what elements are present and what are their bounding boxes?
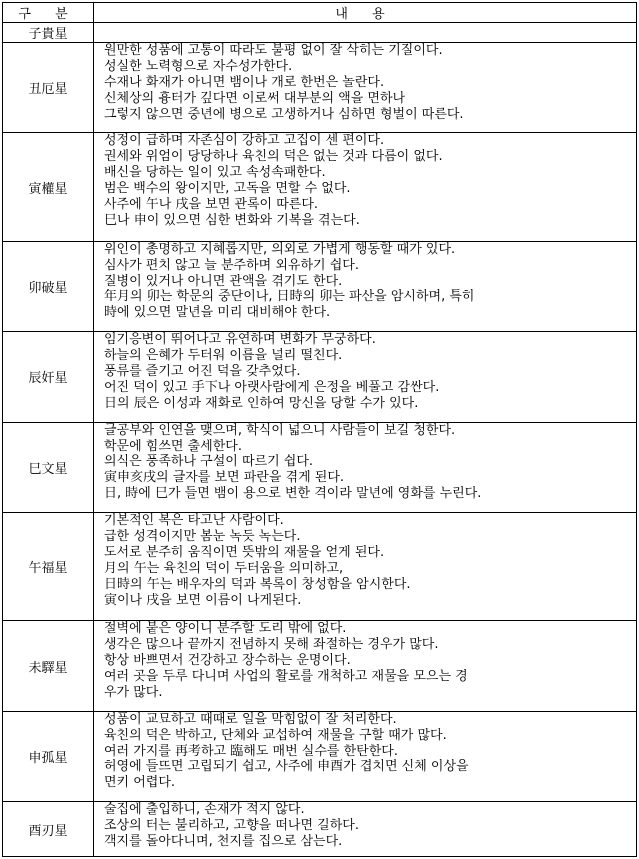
table-row	[3, 513, 637, 621]
description-line: 巳나 申이 있으면 심한 변화와 기복을 겪는다.	[104, 212, 360, 228]
description-line: 時에 있으면 말년을 미리 대비해야 한다.	[104, 305, 331, 321]
table-row	[3, 621, 637, 711]
star-description	[94, 332, 637, 422]
star-description	[94, 241, 637, 331]
description-line: 年月의 卯는 학문의 중단이나, 日時의 卯는 파산을 암시하며, 특히	[104, 289, 475, 305]
star-description	[94, 133, 637, 241]
table-row	[3, 133, 637, 241]
star-description	[94, 621, 637, 711]
description-line: 위인이 총명하고 지혜롭지만, 의외로 가볍게 행동할 때가 있다.	[104, 241, 456, 257]
description-line: 조상의 터는 불리하고, 고향을 떠나면 길하다.	[104, 818, 359, 834]
star-description	[94, 422, 637, 512]
description-line: 사주에 午나 戌을 보면 관록이 따른다.	[104, 197, 319, 212]
table-row	[3, 711, 637, 801]
description-line: 의식은 풍족하나 구설이 따르기 쉽다.	[104, 454, 314, 470]
description-line: 질병이 있거나 아니면 관액을 겪기도 한다.	[104, 273, 343, 289]
description-line: 하늘의 은혜가 두터워 이름을 널리 떨친다.	[104, 348, 343, 364]
description-line: 성품이 교묘하고 때때로 일을 막힘없이 잘 처리한다.	[104, 711, 397, 727]
description-line: 月의 午는 육친의 덕이 두터움을 의미하고,	[104, 560, 344, 576]
table-row	[3, 422, 637, 512]
description-line: 日의 辰은 이성과 재화로 인하여 망신을 당할 수가 있다.	[104, 395, 419, 411]
description-line: 寅申亥戌의 글자를 보면 파란을 겪게 된다.	[104, 470, 345, 486]
description-line: 日, 時에 巳가 들면 뱀이 용으로 변한 격이라 말년에 영화를 누린다.	[104, 486, 482, 502]
star-description	[94, 802, 637, 857]
description-line: 임기응변이 뛰어나고 유연하며 변화가 무궁하다.	[104, 332, 376, 348]
star-description	[94, 23, 637, 43]
star-name: 辰奸星	[3, 332, 94, 422]
star-name: 卯破星	[3, 241, 94, 331]
header-category: 구 분	[3, 3, 94, 23]
star-name: 未驛星	[3, 621, 94, 711]
description-line: 학문에 힘쓰면 출세한다.	[104, 438, 242, 454]
star-table	[2, 2, 637, 857]
description-line: 배신을 당하는 일이 있고 속성속패한다.	[104, 165, 326, 181]
star-description	[94, 711, 637, 801]
description-line: 절벽에 붙은 양이니 분주할 도리 밖에 없다.	[104, 621, 347, 637]
star-description	[94, 513, 637, 621]
description-line: 寅이나 戌을 보면 이름이 나게된다.	[104, 592, 302, 608]
star-name: 午福星	[3, 513, 94, 621]
description-line: 수재나 화재가 아니면 뱀이나 개로 한번은 놀란다.	[104, 74, 385, 90]
star-name: 寅權星	[3, 133, 94, 241]
description-line: 그렇지 않으면 중년에 병으로 고생하거나 심하면 형벌이 따른다.	[104, 106, 464, 122]
table-row	[3, 241, 637, 331]
table-row	[3, 23, 637, 43]
star-name: 子貴星	[3, 23, 94, 43]
description-line: 권세와 위엄이 당당하나 육친의 덕은 없는 것과 다름이 없다.	[104, 149, 443, 165]
table-row	[3, 43, 637, 133]
description-line: 객지를 돌아다니며, 천지를 집으로 삼는다.	[104, 834, 343, 849]
description-line: 어진 덕이 있고 手下나 아랫사람에게 은정을 베풀고 감싼다.	[104, 379, 440, 395]
description-line: 글공부와 인연을 맺으며, 학식이 넓으니 사람들이 보길 청한다.	[104, 422, 456, 438]
description-line: 범은 백수의 왕이지만, 고독을 면할 수 없다.	[104, 181, 351, 197]
star-name: 酉刃星	[3, 802, 94, 857]
description-line: 성실한 노력형으로 자수성가한다.	[104, 58, 293, 74]
description-line: 술집에 출입하니, 손재가 적지 않다.	[104, 802, 305, 818]
description-line: 원만한 성품에 고통이 따라도 불평 없이 잘 삭히는 기질이다.	[104, 43, 443, 58]
star-name: 丑厄星	[3, 43, 94, 133]
star-name: 申孤星	[3, 711, 94, 801]
description-line: 육친의 덕은 박하고, 단체와 교섭하여 재물을 구할 때가 많다.	[104, 727, 447, 743]
description-line: 여러 가지를 再考하고 臨해도 매번 실수를 한탄한다.	[104, 743, 398, 759]
description-line: 日時의 午는 배우자의 덕과 복록이 창성함을 암시한다.	[104, 576, 411, 592]
table-row	[3, 332, 637, 422]
description-line: 심사가 편치 않고 늘 분주하며 외유하기 쉽다.	[104, 257, 359, 273]
description-line: 기본적인 복은 타고난 사람이다.	[104, 513, 284, 529]
header-content: 내 용	[94, 3, 637, 23]
description-line: 허영에 들뜨면 고립되기 쉽고, 사주에 申酉가 겹치면 신체 이상을	[104, 759, 469, 775]
description-line: 성정이 급하며 자존심이 강하고 고집이 센 편이다.	[104, 133, 385, 149]
description-line: 면키 어렵다.	[104, 775, 176, 791]
table-row	[3, 802, 637, 857]
description-line: 풍류를 즐기고 어진 덕을 갖추었다.	[104, 363, 301, 379]
star-description	[94, 43, 637, 133]
table-header-row	[3, 3, 637, 23]
description-line: 신체상의 흉터가 깊다면 이로써 대부분의 액을 면하나	[104, 90, 406, 106]
description-line: 항상 바쁘면서 건강하고 장수하는 운명이다.	[104, 653, 351, 669]
description-line: 우가 많다.	[104, 684, 163, 700]
description-line: 급한 성격이지만 봄눈 녹듯 녹는다.	[104, 528, 301, 544]
description-line: 여러 곳을 두루 다니며 사업의 활로를 개척하고 재물을 모으는 경	[104, 669, 468, 685]
description-line: 생각은 많으나 끝까지 전념하지 못해 좌절하는 경우가 많다.	[104, 637, 439, 653]
description-line: 도서로 분주히 움직이면 뜻밖의 재물을 얻게 된다.	[104, 544, 385, 560]
star-name: 巳文星	[3, 422, 94, 512]
